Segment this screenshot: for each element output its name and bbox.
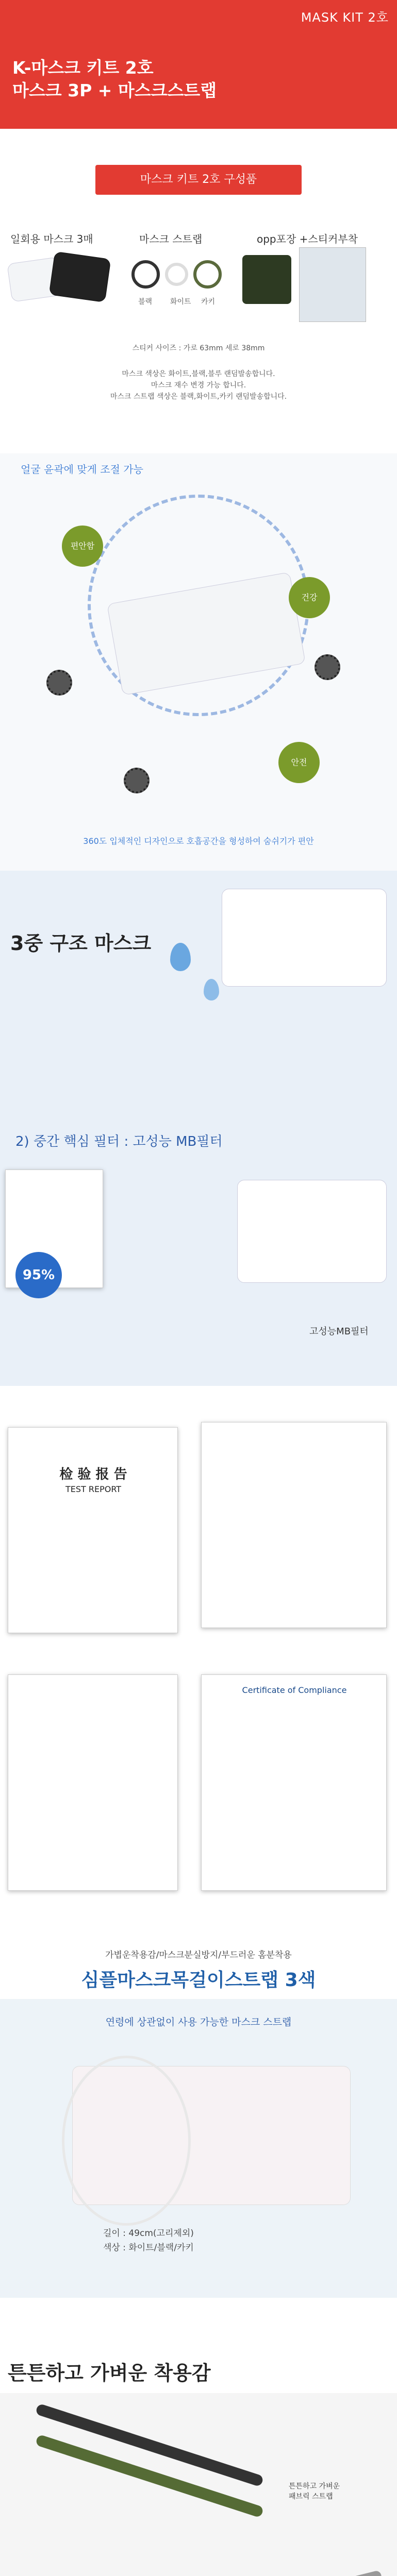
sticker-size: 스티커 사이즈 : 가로 63mm 세로 38mm — [132, 344, 265, 352]
strap-top-caption: 가볍운착용감/마스크분실방지/부드러운 홈분착용 — [105, 1950, 292, 1960]
virus-icon — [315, 654, 340, 680]
composition-item-strap: 마스크 스트랩 — [139, 233, 203, 245]
kit-tag: MASK KIT 2호 — [301, 10, 389, 25]
strap-title: 심플마스크목걸이스트랩 3색 — [81, 1970, 316, 1991]
badge-health: 건강 — [289, 577, 330, 618]
pack-opp-image — [299, 247, 366, 322]
report-title: 检 验 报 告 — [59, 1467, 127, 1482]
comfort-photo — [0, 2393, 397, 2576]
strap-color-khaki: 카키 — [201, 298, 216, 306]
fit-caption: 360도 입체적인 디자인으로 호흡공간을 형성하여 숨쉬기가 편안 — [83, 836, 314, 846]
strap-colors: 색상 : 화이트/블랙/카키 — [103, 2243, 194, 2253]
strap-color-black: 블랙 — [138, 298, 153, 306]
report-subtitle: TEST REPORT — [65, 1484, 122, 1494]
strap-loop-image — [62, 2056, 191, 2226]
comfort-label-fabric: 튼튼하고 가벼운 패브릭 스트랩 — [289, 2482, 340, 2501]
header-banner — [0, 0, 397, 129]
note-mask-color: 마스크 색상은 화이트,블랙,블루 랜덤발송합니다. — [122, 370, 275, 378]
composition-pill: 마스크 키트 2호 구성품 — [95, 165, 302, 195]
filter-mask-image — [237, 1180, 387, 1283]
virus-icon — [46, 670, 72, 696]
fit-subtitle: 얼굴 윤곽에 맞게 조절 가능 — [21, 463, 143, 476]
filter-95-badge: 95% — [15, 1252, 62, 1298]
mask-black-image — [49, 251, 111, 302]
layers-subtitle: 2) 중간 핵심 필터 : 고성능 MB필터 — [15, 1134, 223, 1149]
layers-mask-image — [222, 889, 387, 987]
strap-chain-image — [20, 2570, 382, 2576]
test-report-doc — [8, 1427, 178, 1633]
certificate-title: Certificate of Compliance — [242, 1685, 347, 1695]
filter-label: 고성능MB필터 — [309, 1326, 369, 1337]
note-mask-count: 마스크 재수 변경 가능 합니다. — [151, 381, 246, 389]
strap-photo — [0, 1999, 397, 2298]
virus-icon — [124, 768, 150, 793]
comfort-title: 튼튼하고 가벼운 착용감 — [8, 2362, 211, 2384]
pack-khaki-image — [242, 255, 291, 304]
composition-item-pack: opp포장 +스티커부착 — [257, 233, 358, 245]
badge-comfort: 편안함 — [62, 526, 103, 567]
strap-white-coil — [165, 263, 188, 286]
header-title-line2: 마스크 3P + 마스크스트랩 — [12, 80, 217, 100]
strap-black-coil — [131, 260, 160, 289]
note-strap-color: 마스크 스트랩 색상은 블랙,화이트,카키 랜덤발송합니다. — [110, 393, 287, 401]
strap-khaki-coil — [193, 260, 222, 289]
composition-item-masks: 일회용 마스크 3매 — [10, 233, 93, 245]
header-title-line1: K-마스크 키트 2호 — [12, 58, 154, 78]
certificate-doc — [201, 1674, 387, 1891]
report-page-3 — [8, 1674, 178, 1891]
report-page-2 — [201, 1422, 387, 1628]
strap-color-white: 화이트 — [170, 298, 191, 306]
badge-safety: 안전 — [278, 742, 320, 783]
layers-title: 3중 구조 마스크 — [10, 932, 152, 955]
strap-desc: 연령에 상관없이 사용 가능한 마스크 스트랩 — [105, 2016, 292, 2028]
strap-length: 길이 : 49cm(고리제외) — [103, 2228, 194, 2239]
header-title — [12, 57, 217, 102]
droplet-icon — [204, 979, 219, 1001]
